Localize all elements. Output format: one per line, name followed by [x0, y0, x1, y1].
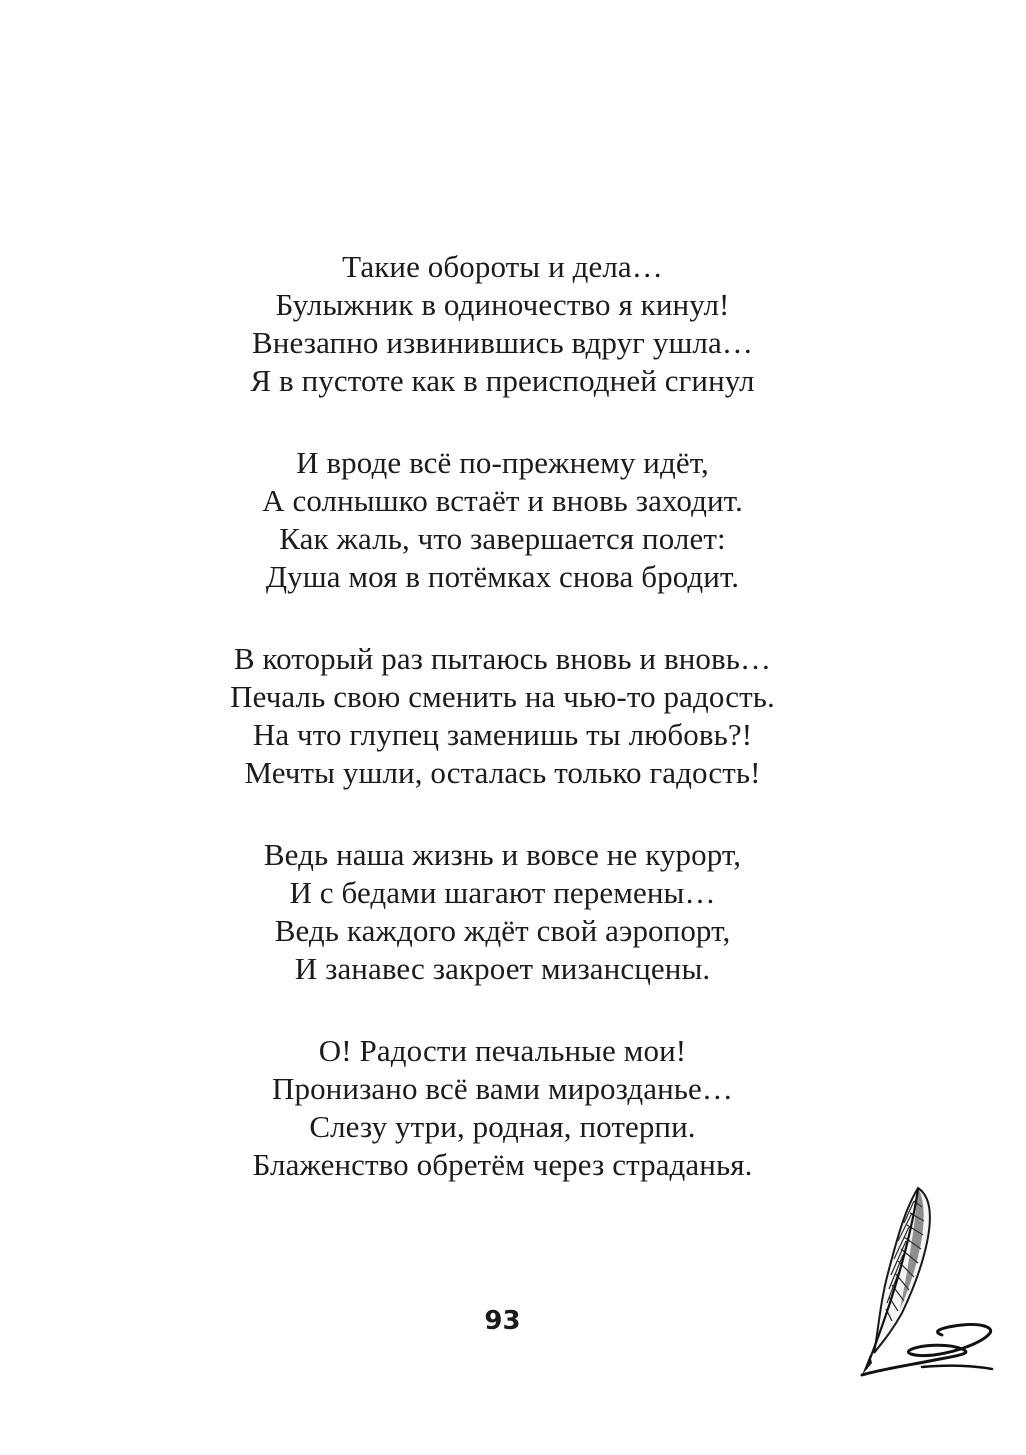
poem-line: Такие обороты и дела…	[342, 249, 663, 284]
poem-line: Блаженство обретём через страданья.	[252, 1147, 753, 1182]
poem-line: И с бедами шагают перемены…	[289, 875, 716, 910]
poem-line: О! Радости печальные мои!	[318, 1033, 687, 1068]
poem-line: Душа моя в потёмках снова бродит.	[265, 559, 740, 594]
poem-line: На что глупец заменишь ты любовь?!	[252, 717, 753, 752]
stanza-3	[0, 640, 1005, 792]
poem-line: Печаль свою сменить на чью-то радость.	[230, 679, 775, 714]
stanza-1	[0, 248, 1005, 400]
poem-line: В который раз пытаюсь вновь и вновь…	[233, 641, 772, 676]
poem-line: Слезу утри, родная, потерпи.	[309, 1109, 696, 1144]
poem-line: И вроде всё по-прежнему идёт,	[296, 445, 709, 480]
quill-pen-icon	[852, 1183, 1002, 1383]
poem-line: Ведь наша жизнь и вовсе не курорт,	[263, 837, 742, 872]
poem-line: Мечты ушли, осталась только гадость!	[244, 755, 761, 790]
poem	[0, 248, 1005, 1228]
poem-line: Внезапно извинившись вдруг ушла…	[252, 325, 753, 360]
poem-line: И занавес закроет мизансцены.	[294, 951, 711, 986]
poem-line: Я в пустоте как в преисподней сгинул	[250, 363, 755, 398]
poem-line: А солнышко встаёт и вновь заходит.	[262, 483, 743, 518]
stanza-2	[0, 444, 1005, 596]
page-number: 93	[484, 1306, 521, 1336]
poem-line: Как жаль, что завершается полет:	[279, 521, 726, 556]
poem-line: Пронизано всё вами мирозданье…	[272, 1071, 733, 1106]
stanza-5	[0, 1032, 1005, 1184]
poem-line: Булыжник в одиночество я кинул!	[275, 287, 730, 322]
poem-line: Ведь каждого ждёт свой аэропорт,	[274, 913, 731, 948]
stanza-4	[0, 836, 1005, 988]
